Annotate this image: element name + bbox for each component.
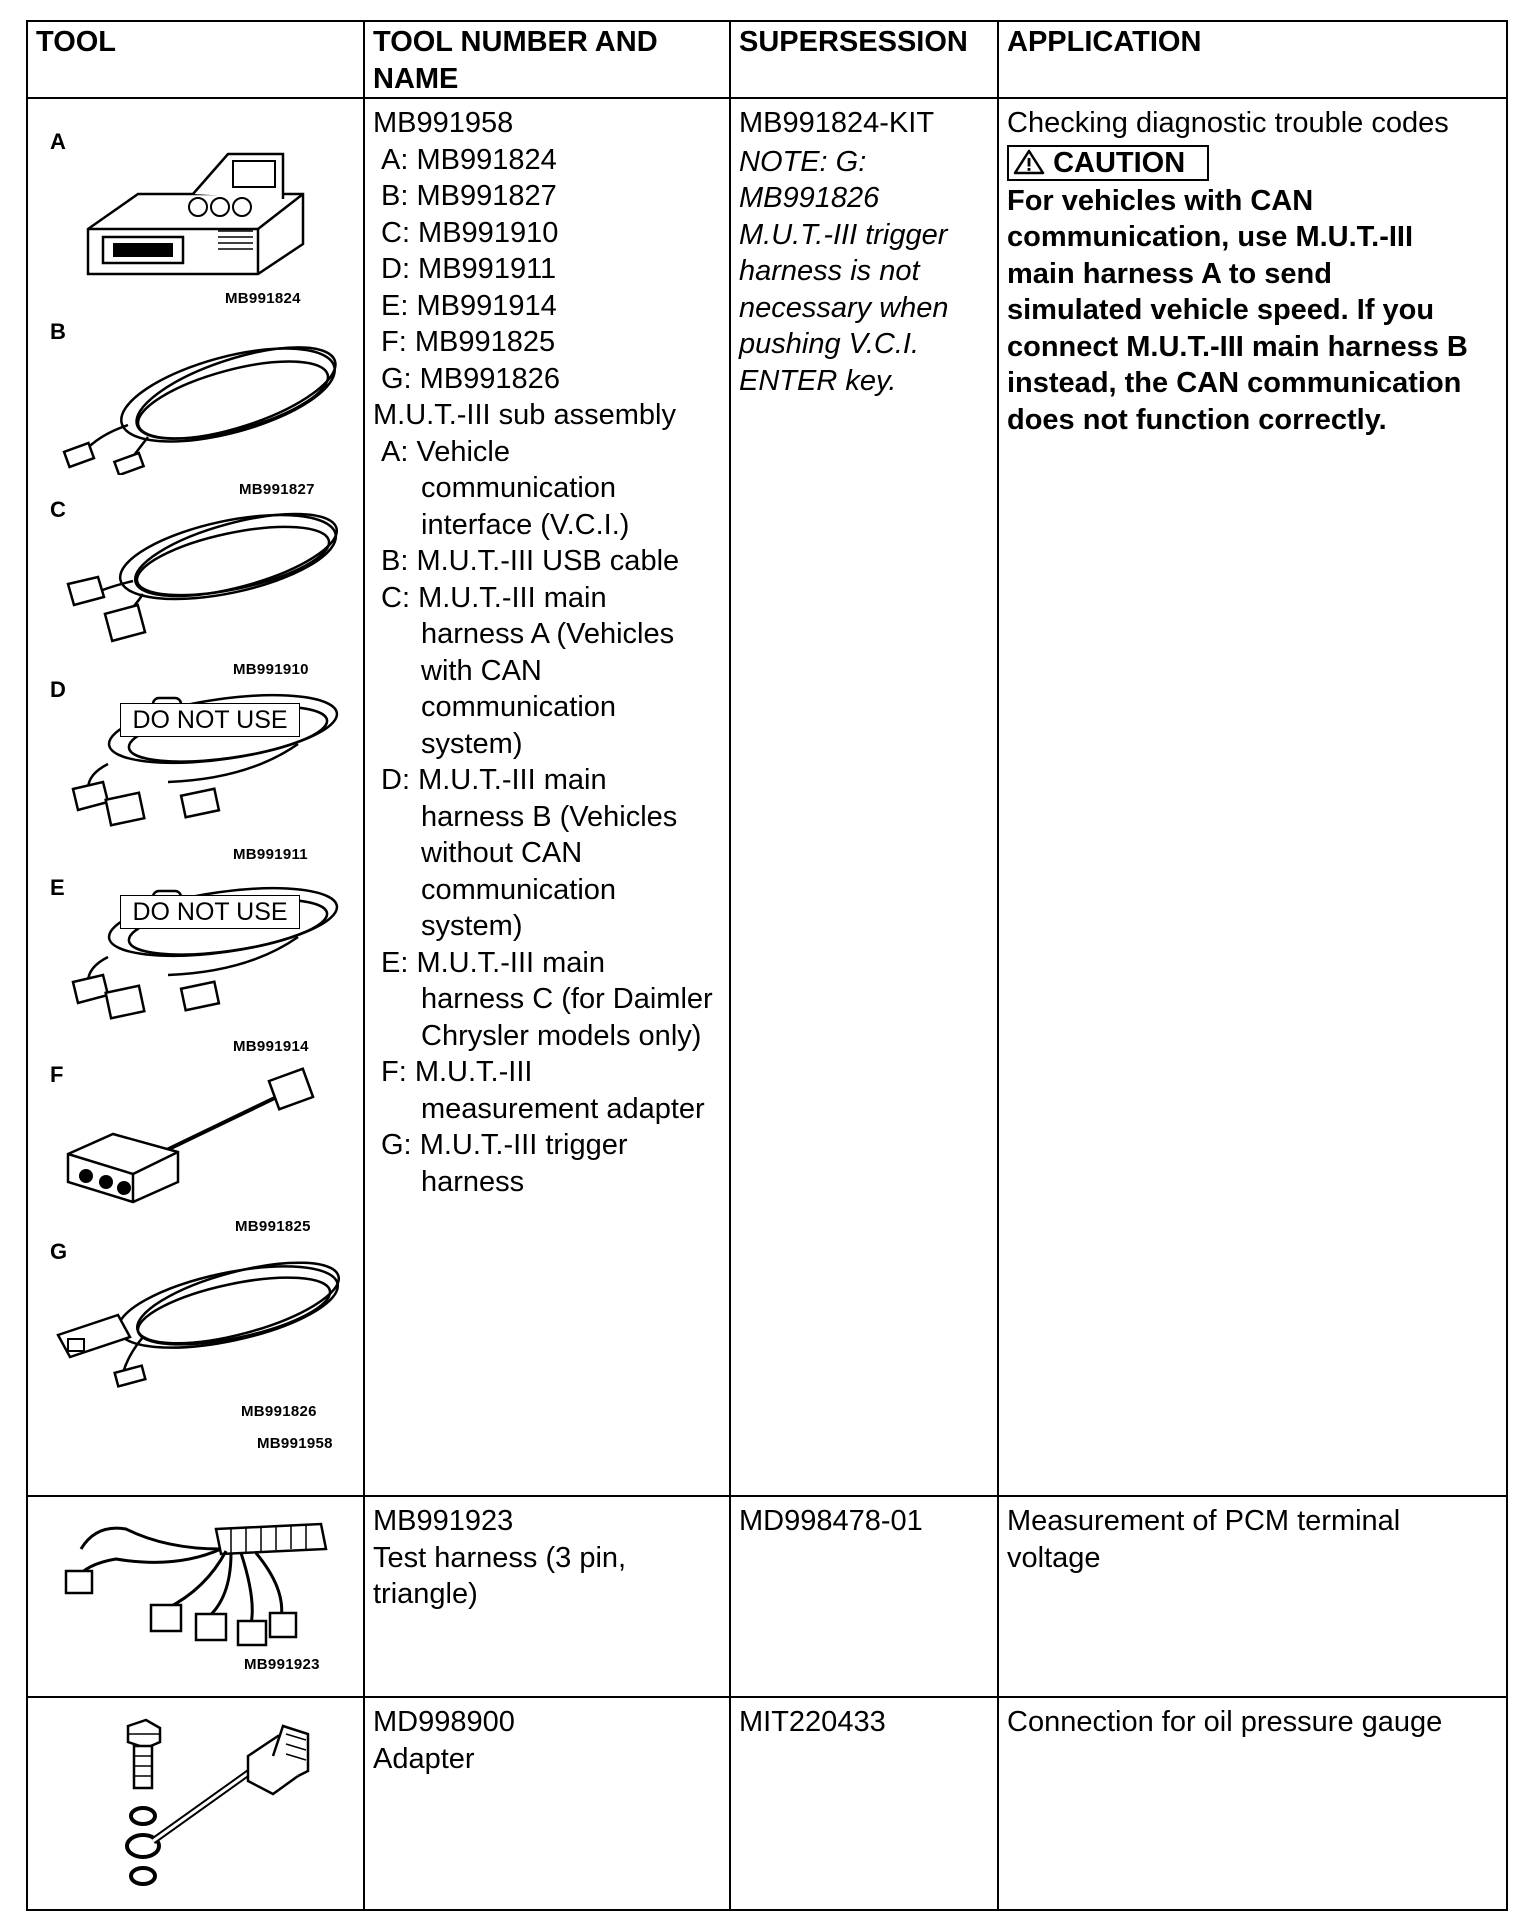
note-line: M.U.T.-III trigger: [739, 218, 948, 251]
part-number-label: MB991825: [235, 1218, 311, 1235]
sub-item-line: system): [421, 727, 523, 760]
application-cell: [998, 1496, 1507, 1697]
header-tool: TOOL: [27, 21, 364, 98]
note-line: pushing V.C.I.: [739, 328, 920, 360]
sub-item-line: harness B (Vehicles: [421, 800, 678, 833]
sub-item-letter: G:: [381, 1129, 412, 1161]
sub-item-line: communication: [421, 472, 617, 504]
note-line: NOTE: G:: [739, 145, 867, 178]
part-number-label: MB991911: [233, 846, 308, 863]
header-supersession: SUPERSESSION: [730, 21, 998, 98]
sub-item-line: M.U.T.-III: [414, 1056, 533, 1088]
sub-item-line: without CAN: [421, 837, 583, 869]
tool-illustration-cell: [27, 1697, 364, 1910]
sub-item: [373, 1054, 721, 1127]
tool-letter-b: B: [50, 319, 66, 344]
application-text: Connection for oil pressure gauge: [1007, 1706, 1443, 1738]
sub-item-line: harness A (Vehicles: [421, 618, 675, 650]
sub-item-line: harness C (for Daimler: [421, 983, 713, 1015]
caution-line: connect M.U.T.-III main harness B: [1007, 330, 1468, 363]
usb-cable-illustration: [58, 325, 358, 475]
caution-line: does not function correctly.: [1007, 403, 1387, 436]
supersession-note: [739, 144, 989, 400]
supersession-cell: [730, 98, 998, 1496]
sub-item: [373, 762, 721, 945]
tool-number: MB991923: [373, 1505, 514, 1537]
supersession-number: MIT220433: [739, 1706, 886, 1738]
supersession-cell: [730, 1697, 998, 1910]
application-cell: [998, 98, 1507, 1496]
table-header-row: [27, 21, 1507, 98]
kit-item: E: MB991914: [381, 289, 557, 322]
tool-illustration-cell: [27, 1496, 364, 1697]
tool-letter-a: A: [50, 129, 66, 154]
header-tool-number-name: TOOL NUMBER AND NAME: [364, 21, 730, 98]
sub-item-letter: A:: [381, 435, 409, 468]
tool-name-line: Test harness (3 pin,: [373, 1541, 627, 1574]
header-application: APPLICATION: [998, 21, 1507, 98]
sub-item-line: M.U.T.-III main: [418, 581, 607, 614]
caution-line: instead, the CAN communication: [1007, 367, 1462, 399]
sub-item-line: measurement adapter: [421, 1092, 705, 1125]
tool-number-name-cell: [364, 1496, 730, 1697]
sub-item-line: interface (V.C.I.): [421, 508, 630, 541]
sub-item-letter: C:: [381, 581, 410, 614]
part-number-label: MB991910: [233, 661, 309, 678]
caution-line: For vehicles with CAN: [1007, 184, 1314, 217]
sub-item-line: harness: [421, 1165, 525, 1198]
tool-illustration-cell: [27, 98, 364, 1496]
tool-number-name-cell: [364, 98, 730, 1496]
part-number-label: MB991824: [225, 290, 301, 307]
kit-item: F: MB991825: [381, 326, 556, 358]
do-not-use-label: DO NOT USE: [120, 703, 300, 737]
trigger-harness-illustration: [48, 1245, 358, 1395]
sub-assembly-title: M.U.T.-III sub assembly: [373, 399, 676, 431]
sub-item-line: M.U.T.-III trigger: [419, 1129, 628, 1161]
tool-letter-d: D: [50, 677, 66, 702]
application-text: Checking diagnostic trouble codes: [1007, 107, 1449, 139]
caution-message: [1007, 183, 1498, 439]
tool-name: Adapter: [373, 1742, 475, 1775]
part-number-label: MB991826: [241, 1403, 317, 1420]
do-not-use-label: DO NOT USE: [120, 895, 300, 929]
kit-item: C: MB991910: [381, 216, 559, 249]
sub-item-line: M.U.T.-III USB cable: [416, 545, 680, 577]
test-harness-illustration: [56, 1509, 346, 1659]
sub-item-line: M.U.T.-III main: [416, 946, 605, 979]
tool-number: MB991958: [373, 107, 514, 139]
sub-item-line: with CAN: [421, 654, 542, 687]
note-line: necessary when: [739, 291, 949, 324]
note-line: ENTER key.: [739, 364, 897, 397]
part-number-label: MB991827: [239, 481, 315, 498]
kit-item: B: MB991827: [381, 180, 557, 212]
sub-item-letter: B:: [381, 545, 409, 577]
sub-item-letter: D:: [381, 764, 410, 796]
caution-badge: [1007, 145, 1209, 181]
table-row: [27, 98, 1507, 1496]
kit-item: G: MB991826: [381, 362, 560, 395]
sub-item-line: Vehicle: [416, 435, 510, 468]
caution-label: CAUTION: [1053, 146, 1186, 179]
sub-item: [373, 543, 721, 580]
tool-name-line: triangle): [373, 1578, 478, 1610]
sub-item: [373, 580, 721, 763]
tool-letter-e: E: [50, 875, 65, 900]
sub-item-letter: E:: [381, 946, 409, 979]
caution-line: communication, use M.U.T.-III: [1007, 221, 1414, 253]
part-number-label: MB991923: [244, 1656, 320, 1673]
note-line: MB991826: [739, 182, 880, 214]
oil-pressure-adapter-illustration: [108, 1716, 328, 1896]
sub-item-line: communication: [421, 691, 617, 723]
tool-number: MD998900: [373, 1706, 515, 1738]
part-number-label: MB991958: [257, 1435, 333, 1452]
sub-item-line: system): [421, 910, 523, 942]
table-row: [27, 1496, 1507, 1697]
sub-item-line: Chrysler models only): [421, 1019, 702, 1052]
application-cell: [998, 1697, 1507, 1910]
application-line: voltage: [1007, 1541, 1101, 1574]
kit-item: D: MB991911: [381, 253, 557, 285]
special-tools-table: [26, 20, 1508, 1911]
supersession-number: MD998478-01: [739, 1505, 923, 1537]
sub-item: [373, 434, 721, 544]
note-line: harness is not: [739, 255, 920, 287]
table-row: [27, 1697, 1507, 1910]
sub-item-line: M.U.T.-III main: [418, 764, 607, 796]
part-number-label: MB991914: [233, 1038, 309, 1055]
tool-number-name-cell: [364, 1697, 730, 1910]
kit-item: A: MB991824: [381, 143, 557, 176]
warning-triangle-icon: [1013, 149, 1045, 175]
caution-line: main harness A to send: [1007, 257, 1332, 290]
measurement-adapter-illustration: [58, 1064, 358, 1204]
sub-item: [373, 945, 721, 1055]
main-harness-a-illustration: [48, 499, 358, 649]
tool-letter-f: F: [50, 1062, 64, 1087]
sub-item-letter: F:: [381, 1056, 407, 1088]
vci-unit-illustration: [68, 139, 328, 279]
sub-item: [373, 1127, 721, 1200]
caution-line: simulated vehicle speed. If you: [1007, 294, 1435, 326]
sub-item-line: communication: [421, 873, 617, 906]
tool-letter-g: G: [50, 1239, 68, 1264]
supersession-cell: [730, 1496, 998, 1697]
application-line: Measurement of PCM terminal: [1007, 1505, 1401, 1537]
tool-letter-c: C: [50, 497, 66, 522]
supersession-number: MB991824-KIT: [739, 107, 935, 139]
